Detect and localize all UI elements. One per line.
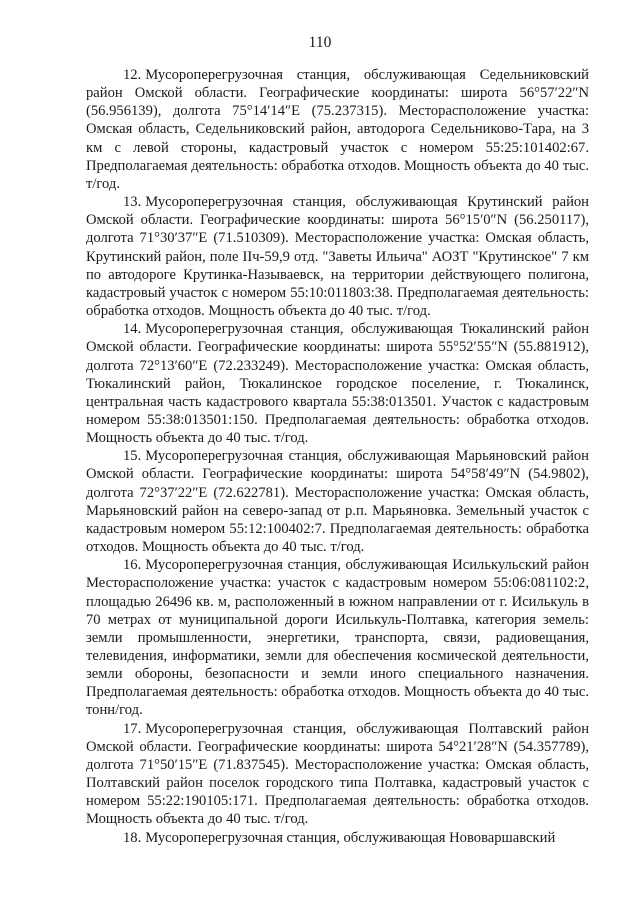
paragraph-item-18 (86, 829, 589, 847)
item-number: 13. (123, 194, 142, 211)
item-text: Мусороперегрузочная станция, обслуживающая Нововаршавский (145, 829, 556, 846)
item-text: Мусороперегрузочная станция, обслуживающая Седельниковский район Омской области. Географические координаты: широта 56°57′22″N (56.956139), долгота 75°14′14″E (75.237315). Месторасположение участка: Омская область, Седельниковский район, автодорога Седельниково-Тара, на 3 км с левой стороны, кадастровый участок с номером 55:25:101402:67. Предполагаемая деятельность: обработка отходов. Мощность объекта до 40 тыс. т/год. (86, 67, 589, 192)
item-number: 18. (123, 829, 142, 846)
item-number: 16. (123, 557, 142, 574)
item-number: 17. (123, 720, 142, 737)
paragraph-item-12 (86, 66, 589, 193)
item-text: Мусороперегрузочная станция, обслуживающая Тюкалинский район Омской области. Географические координаты: широта 55°52′55″N (55.881912), долгота 72°13′60″E (72.233249). Месторасположение участка: Омская область, Тюкалинский район, Тюкалинское городское поселение, г. Тюкалинск, центральная часть кадастрового квартала 55:38:013501. Участок с кадастровым номером 55:38:013501:150. Предполагаемая деятельность: обработка отходов. Мощность объекта до 40 тыс. т/год. (86, 321, 589, 447)
page-number: 110 (308, 34, 332, 51)
item-number: 14. (123, 321, 142, 338)
item-text: Мусороперегрузочная станция, обслуживающая Полтавский район Омской области. Географические координаты: широта 54°21′28″N (54.357789), долгота 71°50′15″E (71.837545). Месторасположение участка: Омская область, Полтавский район поселок городского типа Полтавка, кадастровый участок с номером 55:22:190105:171. Предполагаемая деятельность: обработка отходов. Мощность объекта до 40 тыс. т/год. (86, 720, 589, 828)
item-text: Мусороперегрузочная станция, обслуживающая Крутинский район Омской области. Географические координаты: широта 56°15′0″N (56.250117), долгота 71°30′37″E (71.510309). Месторасположение участка: Омская область, Крутинский район, поле IIч-59,9 отд. "Заветы Ильича" АОЗТ "Крутинское" 7 км по автодороге Крутинка-Называевск, на территории действующего полигона, кадастровый участок с номером 55:10:011803:38. Предполагаемая деятельность: обработка отходов. Мощность объекта до 40 тыс. т/год. (86, 194, 589, 320)
paragraph-item-17 (86, 720, 589, 829)
item-text: Мусороперегрузочная станция, обслуживающая Марьяновский район Омской области. Географические координаты: широта 54°58′49″N (54.9802), долгота 72°37′22″E (72.622781). Месторасположение участка: Омская область, Марьяновский район на северо-запад от р.п. Марьяновка. Земельный участок с кадастровым номером 55:12:100402:7. Предполагаемая деятельность: обработка отходов. Мощность объекта до 40 тыс. т/год. (86, 448, 589, 556)
paragraph-item-16 (86, 556, 589, 719)
item-number: 12. (123, 67, 142, 83)
paragraph-item-13 (86, 193, 589, 320)
item-number: 15. (123, 448, 142, 465)
paragraph-item-14 (86, 320, 589, 447)
document-body (86, 66, 589, 847)
item-text: Мусороперегрузочная станция, обслуживающая Исилькульский район Месторасположение участка: участок с кадастровым номером 55:06:081102:2, площадью 26496 кв. м, расположенный в южном направлении от г. Исилькуль в 70 метрах от муниципальной дороги Исилькуль-Полтавка, категория земель: земли промышленности, энергетики, транспорта, связи, радиовещания, телевидения, информатики, земли для обеспечения космической деятельности, земли обороны, безопасности и земли иного специального назначения. Предполагаемая деятельность: обработка отходов. Мощность объекта до 40 тыс. тонн/год. (86, 557, 589, 719)
paragraph-item-15 (86, 447, 589, 556)
